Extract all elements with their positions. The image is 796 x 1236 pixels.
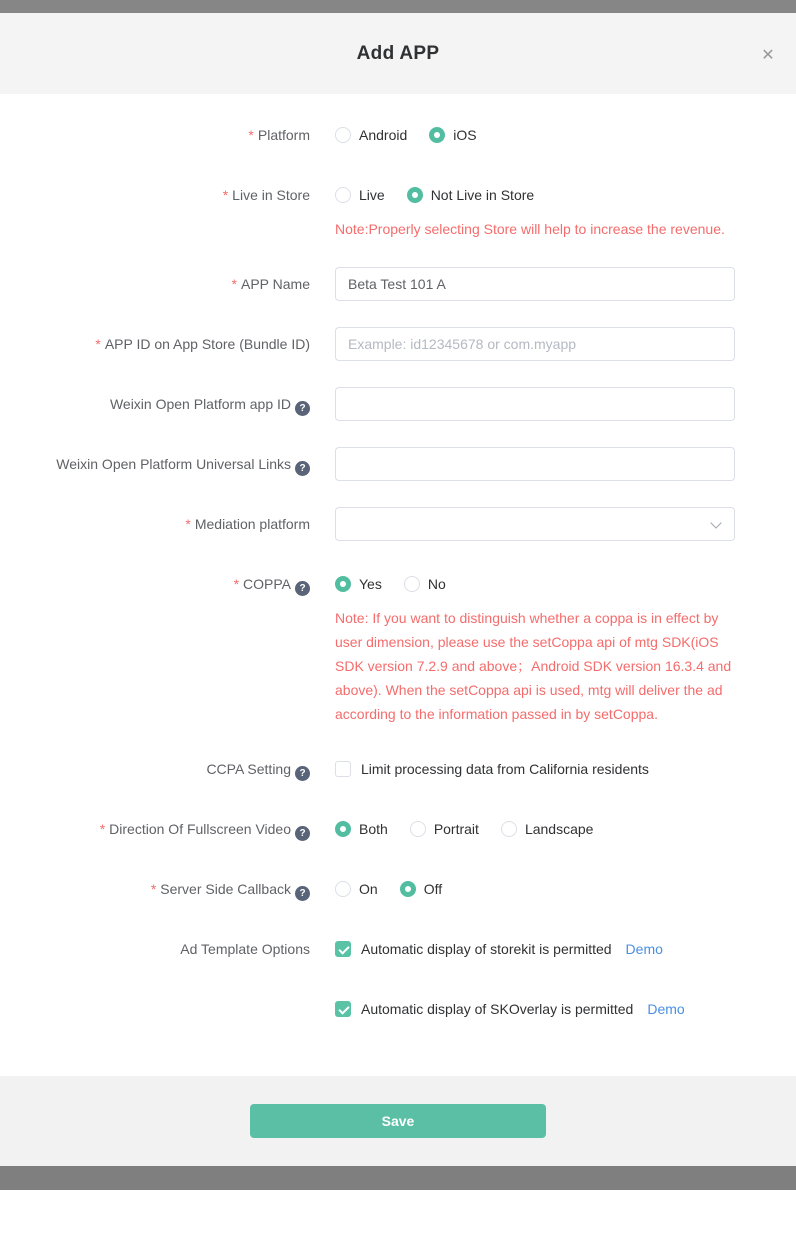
radio-circle-icon xyxy=(404,576,420,592)
form-row-coppa xyxy=(0,567,796,726)
required-asterisk: * xyxy=(231,276,237,292)
modal-header xyxy=(0,13,796,94)
direction-label: * Direction Of Fullscreen Video ? xyxy=(0,812,310,846)
platform-radio-group xyxy=(335,127,477,143)
radio-circle-icon xyxy=(410,821,426,837)
required-asterisk: * xyxy=(233,576,240,592)
coppa-note: Note: If you want to distinguish whether a coppa is in effect by user dimension, please use the setCoppa api of mtg SDK(iOS SDK version 7.2.9 and above；Android SDK version 16.3.4 and above). When the setCoppa api is used, mtg will deliver the ad according to the information passed in by setCoppa. xyxy=(335,610,732,722)
page-backdrop-bottom xyxy=(0,1166,796,1190)
storekit-checkbox[interactable] xyxy=(335,941,351,957)
mediation-platform-label: * Mediation platform xyxy=(185,516,310,532)
radio-circle-icon xyxy=(335,576,351,592)
ccpa-checkbox[interactable] xyxy=(335,761,351,777)
help-icon[interactable]: ? xyxy=(295,826,310,841)
server-callback-radio-group xyxy=(335,881,442,897)
direction-radio-both[interactable]: Both xyxy=(335,821,388,837)
form-row-server-callback xyxy=(0,872,796,906)
close-icon[interactable]: ✕ xyxy=(761,47,775,64)
required-asterisk: * xyxy=(248,127,254,143)
live-in-store-radio-group xyxy=(335,187,534,203)
form-row-ad-template xyxy=(0,932,796,1026)
help-icon[interactable]: ? xyxy=(295,461,310,476)
page-backdrop-top xyxy=(0,0,796,13)
modal-title: Add APP xyxy=(356,42,440,64)
live-in-store-note: Note:Properly selecting Store will help to increase the revenue. xyxy=(335,221,725,237)
ad-template-label: Ad Template Options xyxy=(180,941,310,957)
skoverlay-demo-link[interactable]: Demo xyxy=(647,1001,685,1017)
form-row-weixin-app-id xyxy=(0,387,796,421)
form-row-app-name xyxy=(0,267,796,301)
form-row-weixin-universal-links xyxy=(0,447,796,481)
required-asterisk: * xyxy=(99,821,106,837)
direction-radio-group xyxy=(335,821,593,837)
storekit-demo-link[interactable]: Demo xyxy=(625,941,663,957)
ccpa-checkbox-row xyxy=(335,761,649,777)
save-button[interactable]: Save xyxy=(250,1104,546,1138)
radio-circle-icon xyxy=(335,127,351,143)
radio-circle-icon xyxy=(429,127,445,143)
ccpa-label: CCPA Setting ? xyxy=(0,752,310,786)
server-callback-label: * Server Side Callback ? xyxy=(0,872,310,906)
radio-circle-icon xyxy=(335,187,351,203)
app-id-input[interactable] xyxy=(335,327,735,361)
radio-circle-icon xyxy=(407,187,423,203)
coppa-label: * COPPA ? xyxy=(0,567,310,726)
radio-circle-icon xyxy=(501,821,517,837)
radio-circle-icon xyxy=(335,821,351,837)
direction-radio-portrait[interactable]: Portrait xyxy=(410,821,479,837)
weixin-universal-links-input[interactable] xyxy=(335,447,735,481)
help-icon[interactable]: ? xyxy=(295,401,310,416)
help-icon[interactable]: ? xyxy=(295,886,310,901)
weixin-app-id-input[interactable] xyxy=(335,387,735,421)
platform-radio-ios[interactable]: iOS xyxy=(429,127,476,143)
form-row-direction xyxy=(0,812,796,846)
coppa-radio-yes[interactable]: Yes xyxy=(335,576,382,592)
server-callback-radio-on[interactable]: On xyxy=(335,881,378,897)
form-row-app-id xyxy=(0,327,796,361)
skoverlay-checkbox[interactable] xyxy=(335,1001,351,1017)
server-callback-radio-off[interactable]: Off xyxy=(400,881,442,897)
live-radio-live[interactable]: Live xyxy=(335,187,385,203)
weixin-universal-links-label: Weixin Open Platform Universal Links ? xyxy=(0,447,310,481)
coppa-radio-group xyxy=(335,576,446,592)
add-app-modal xyxy=(0,13,796,1166)
ccpa-checkbox-label: Limit processing data from California residents xyxy=(361,761,649,777)
coppa-radio-no[interactable]: No xyxy=(404,576,446,592)
radio-circle-icon xyxy=(335,881,351,897)
platform-radio-android[interactable]: Android xyxy=(335,127,407,143)
weixin-app-id-label: Weixin Open Platform app ID ? xyxy=(0,387,310,421)
form-row-platform xyxy=(0,118,796,152)
radio-circle-icon xyxy=(400,881,416,897)
form-row-mediation-platform xyxy=(0,507,796,541)
ad-template-skoverlay-row xyxy=(335,992,735,1026)
live-in-store-label: * Live in Store xyxy=(222,187,310,203)
app-name-label: * APP Name xyxy=(231,276,310,292)
form-row-live-in-store xyxy=(0,178,796,241)
required-asterisk: * xyxy=(95,336,101,352)
platform-label: * Platform xyxy=(248,127,310,143)
required-asterisk: * xyxy=(222,187,229,203)
help-icon[interactable]: ? xyxy=(295,766,310,781)
mediation-platform-select[interactable] xyxy=(335,507,735,541)
live-radio-not-live[interactable]: Not Live in Store xyxy=(407,187,535,203)
ad-template-storekit-row xyxy=(335,932,735,966)
form-row-ccpa xyxy=(0,752,796,786)
help-icon[interactable]: ? xyxy=(295,581,310,596)
skoverlay-checkbox-label: Automatic display of SKOverlay is permitted xyxy=(361,1001,634,1017)
app-name-input[interactable] xyxy=(335,267,735,301)
storekit-checkbox-label: Automatic display of storekit is permitted xyxy=(361,941,612,957)
required-asterisk: * xyxy=(185,516,191,532)
direction-radio-landscape[interactable]: Landscape xyxy=(501,821,594,837)
app-id-label: * APP ID on App Store (Bundle ID) xyxy=(95,336,310,352)
chevron-down-icon xyxy=(710,517,721,528)
modal-footer xyxy=(0,1076,796,1166)
required-asterisk: * xyxy=(150,881,157,897)
modal-body xyxy=(0,94,796,1076)
